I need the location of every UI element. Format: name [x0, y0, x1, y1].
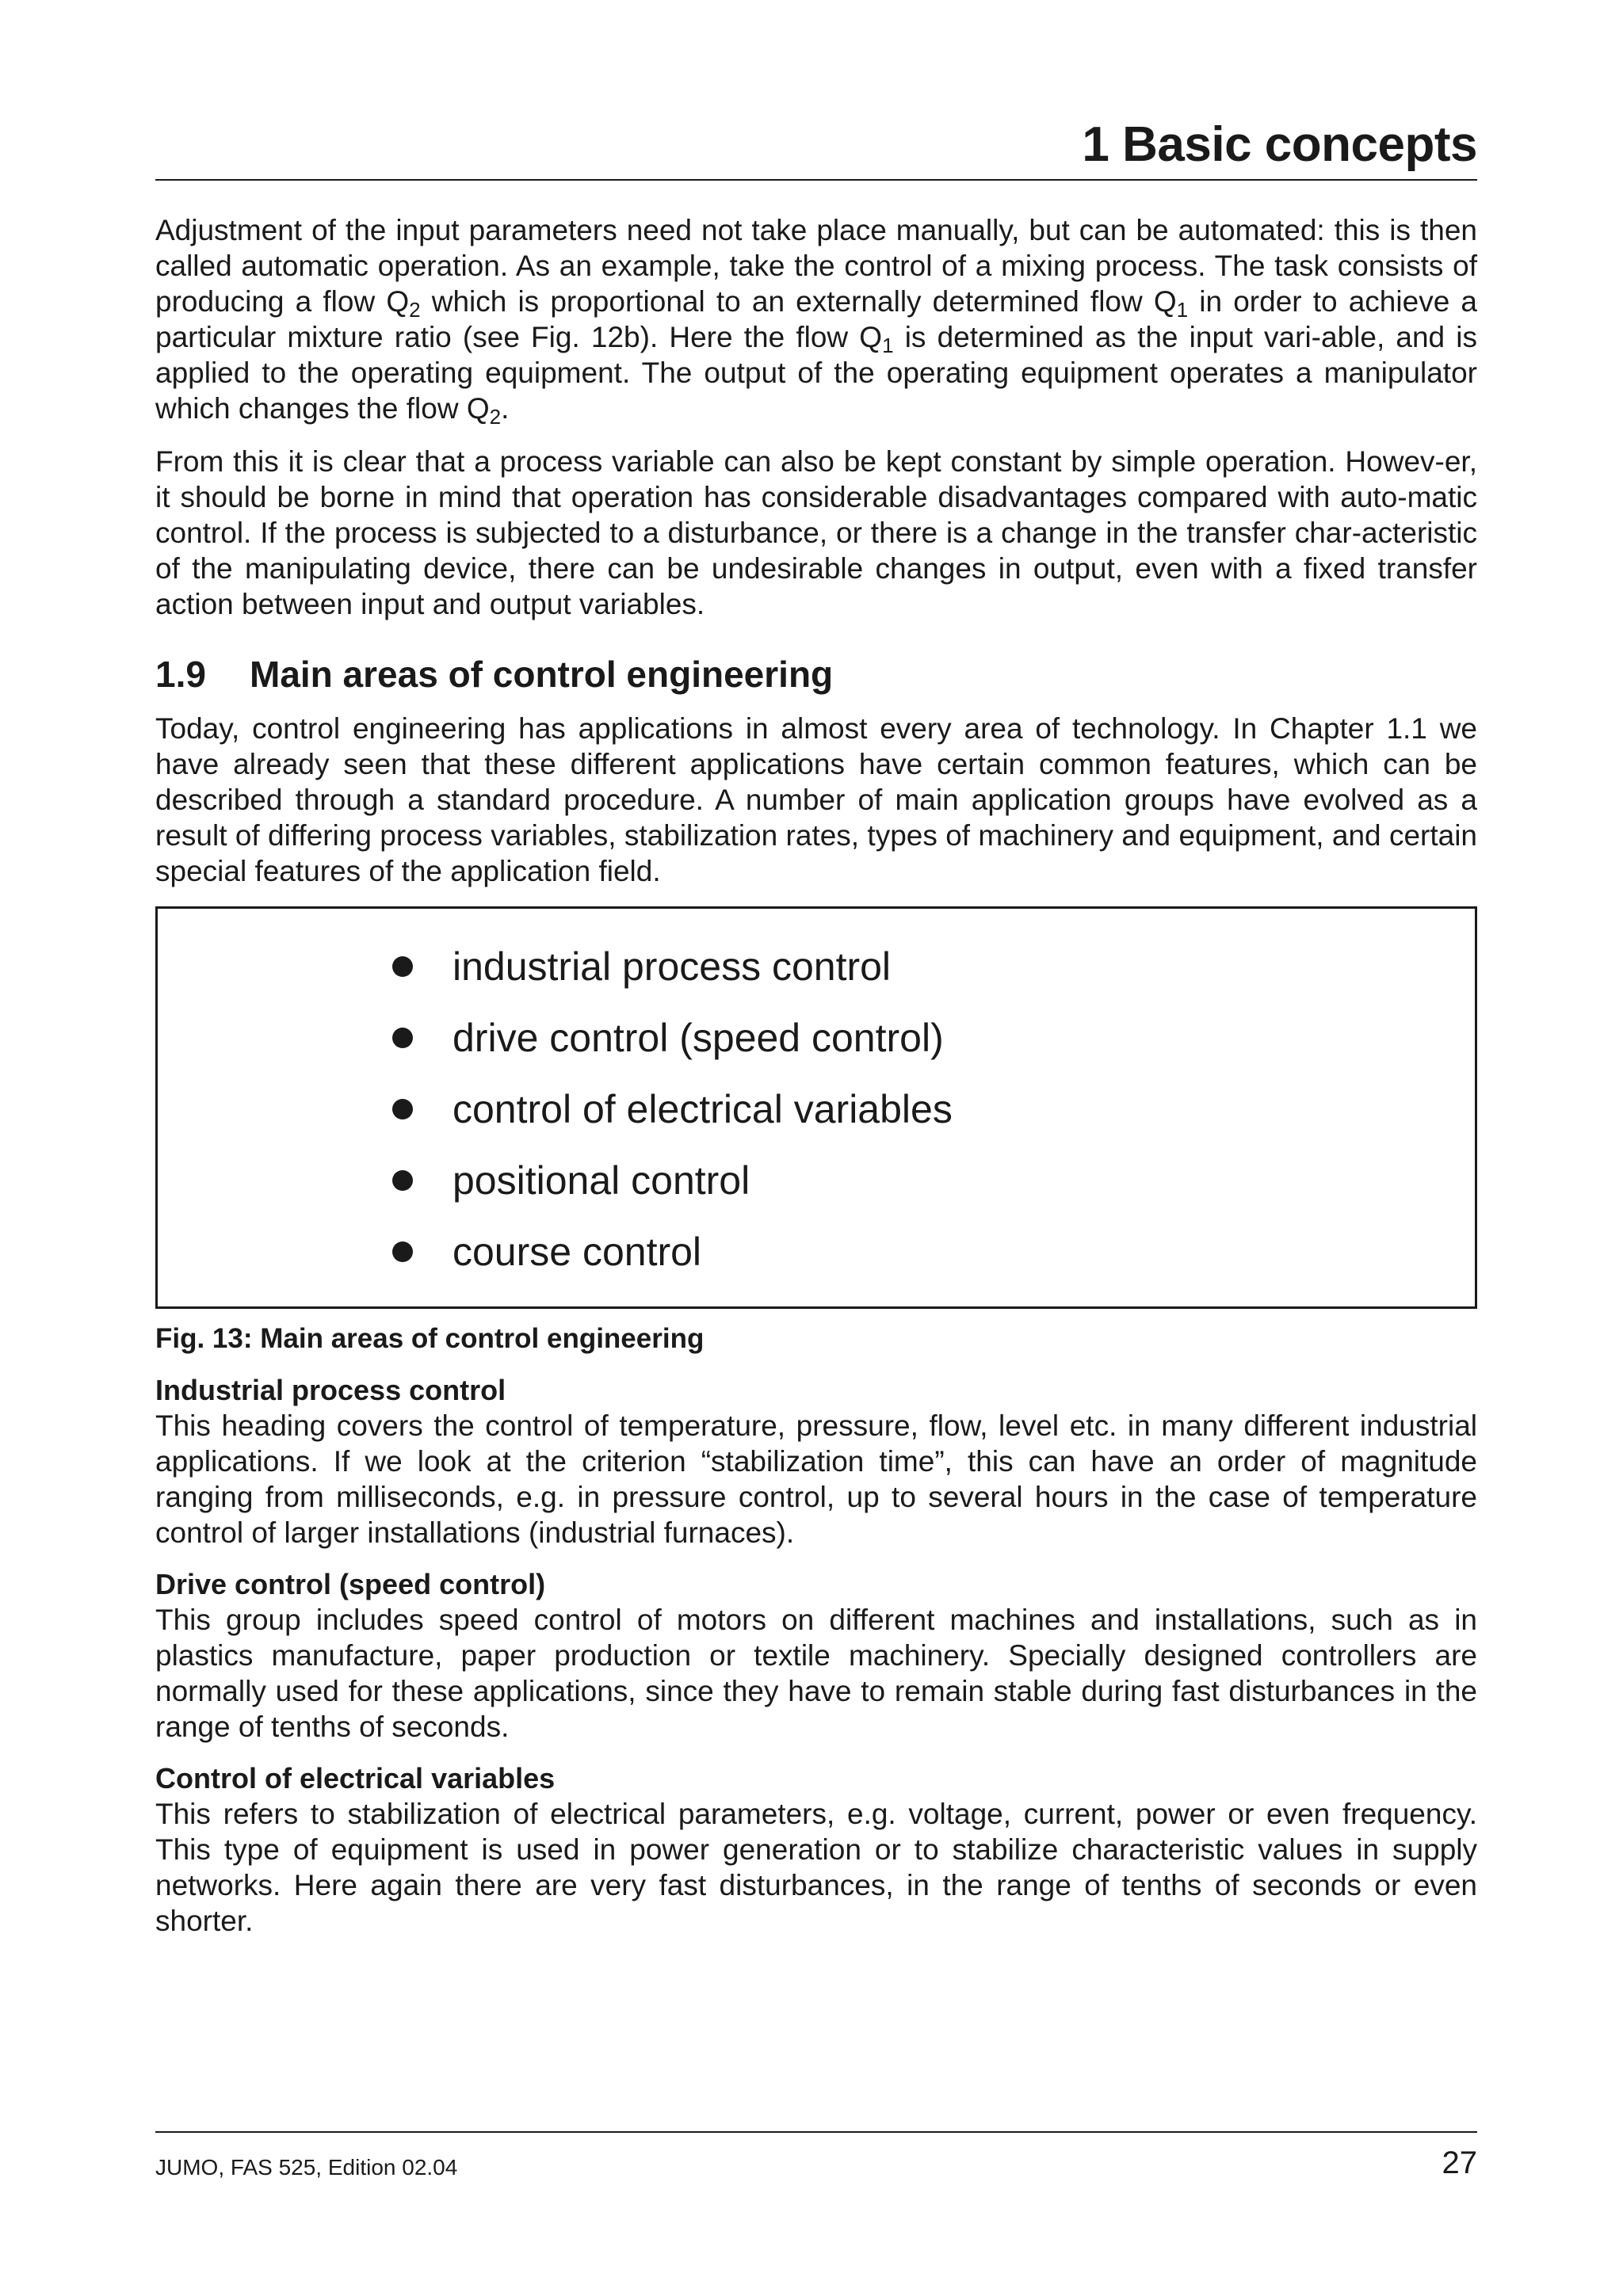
- bullet-icon: [392, 1241, 413, 1262]
- list-item: control of electrical variables: [392, 1074, 953, 1145]
- section-number: 1.9: [155, 654, 206, 695]
- subsection-text: This refers to stabilization of electrical parameters, e.g. voltage, current, power or even frequency. This type of equipment is used in power generation or to stabilize characteristic values in supply networks. Here again there are very fast disturbances, in the range of tenths of seconds or even shorter.: [155, 1798, 1477, 1937]
- footer-publication: JUMO, FAS 525, Edition 02.04: [155, 2155, 458, 2180]
- intro-paragraph-1: Adjustment of the input parameters need not take place manually, but can be automated: this is then called automatic operation. As an example, take the control of a mixing process. The task consists of producing a flow $Q_2$ which is proportional to an externally determined flow $Q_1$ in order to achieve a particular mixture ratio (see Fig. 12b). Here the flow $Q_1$ is determined as the input vari-able, and is applied to the operating equipment. The output of the operating equipment operates a manipulator which changes the flow $Q_2$.: [155, 214, 1477, 429]
- bullet-icon: [392, 1028, 413, 1048]
- subsection-industrial-process-control: [155, 1372, 1477, 1550]
- section-heading: [155, 652, 1477, 696]
- subsection-drive-control: [155, 1566, 1477, 1745]
- subsection-heading: Drive control (speed control): [155, 1568, 546, 1600]
- bullet-icon: [392, 1099, 413, 1119]
- page-number: 27: [1442, 2145, 1477, 2180]
- bullet-icon: [392, 956, 413, 977]
- list-item: drive control (speed control): [392, 1002, 953, 1074]
- document-page: [155, 0, 1477, 2296]
- subsection-electrical-variables: [155, 1760, 1477, 1939]
- figure-box: [155, 906, 1477, 1309]
- figure-list: [392, 931, 953, 1287]
- chapter-title: 1 Basic concepts: [1082, 117, 1477, 172]
- section-paragraph: Today, control engineering has applications in almost every area of technology. In Chapter 1.1 we have already seen that these different applications have certain common features, which can be described through a standard procedure. A number of main application groups have evolved as a result of differing process variables, stabilization rates, types of machinery and equipment, and certain special features of the application field.: [155, 712, 1477, 887]
- list-item: positional control: [392, 1145, 953, 1216]
- list-item: course control: [392, 1216, 953, 1287]
- figure-caption: Fig. 13: Main areas of control engineering: [155, 1323, 705, 1354]
- list-item: industrial process control: [392, 931, 953, 1002]
- subsection-text: This group includes speed control of motors on different machines and installations, such as in plastics manufacture, paper production or textile machinery. Specially designed controllers are normally used for these applications, since they have to remain stable during fast disturbances in the range of tenths of seconds.: [155, 1604, 1477, 1743]
- subsection-text: This heading covers the control of temperature, pressure, flow, level etc. in many different industrial applications. If we look at the criterion “stabilization time”, this can have an order of magnitude ranging from milliseconds, e.g. in pressure control, up to several hours in the case of temperature control of larger installations (industrial furnaces).: [155, 1409, 1477, 1549]
- page-body: [155, 212, 1477, 1955]
- section-title: Main areas of control engineering: [250, 654, 834, 695]
- intro-paragraph-2: From this it is clear that a process variable can also be kept constant by simple operation. Howev-er, it should be borne in mind that operation has considerable disadvantages compared with auto-matic control. If the process is subjected to a disturbance, or there is a change in the transfer char-acteristic of the manipulating device, there can be undesirable changes in output, even with a fixed transfer action between input and output variables.: [155, 445, 1477, 620]
- header-rule: [155, 179, 1477, 181]
- subsection-heading: Industrial process control: [155, 1374, 506, 1406]
- bullet-icon: [392, 1170, 413, 1191]
- footer-rule: [155, 2131, 1477, 2133]
- subsection-heading: Control of electrical variables: [155, 1762, 556, 1794]
